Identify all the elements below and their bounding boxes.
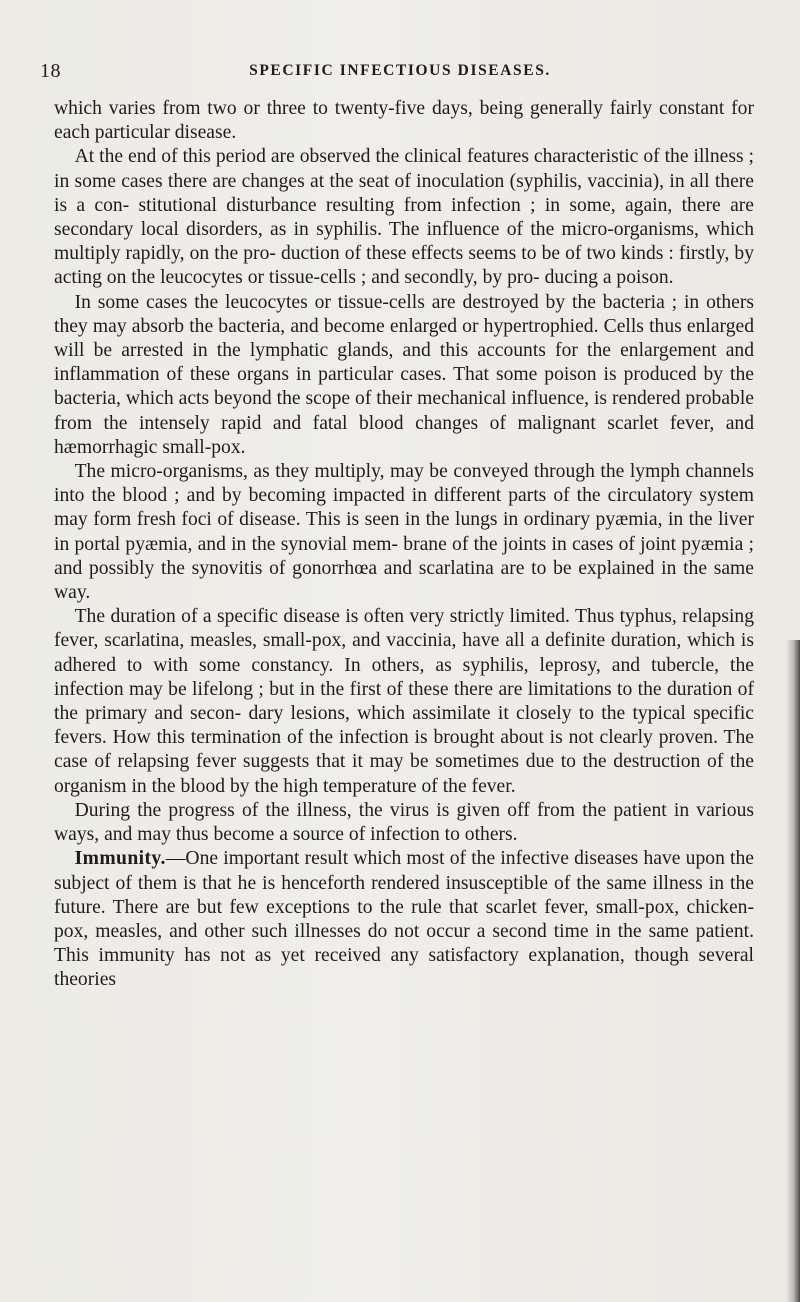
body-text — [54, 97, 754, 993]
immunity-heading: Immunity. — [74, 848, 166, 870]
paragraph-immunity — [54, 847, 754, 992]
paragraph-lymph-channels: The micro-organisms, as they multiply, may be conveyed through the lymph channels into the blood ; and by becoming impacted in different parts of the circulatory system may form fresh foci of disease. This is seen in the lungs in ordinary pyæmia, in the liver in portal pyæmia, and in the synovial mem- brane of the joints in cases of joint pyæmia ; and possibly the synovitis of gonorrhœa and scarlatina are to be explained in the same way. — [54, 461, 754, 604]
paragraph-leucocytes: In some cases the leucocytes or tissue-cells are destroyed by the bacteria ; in others they may absorb the bacteria, and become enlarged or hypertrophied. Cells thus enlarged will be arrested in the lymphatic glands, and this accounts for the enlargement and inflammation of these organs in particular cases. That some poison is produced by the bacteria, which acts beyond the scope of their mechanical influence, is rendered probable from the intensely rapid and fatal blood changes of malignant scarlet fever, and hæmorrhagic small-pox. — [54, 291, 754, 458]
page-number: 18 — [40, 60, 61, 82]
immunity-text: —One important result which most of the infective diseases have upon the subject of them is that he is henceforth rendered insusceptible of the same illness in the future. There are but few exceptions to the rule that scarlet fever, small-pox, chicken-pox, measles, and other such illnesses do not occur a second time in the same patient. This immunity has not as yet received any satisfactory explanation, though several theories — [54, 848, 754, 991]
paragraph-incubation-continued: which varies from two or three to twenty-five days, being generally fairly constant for each particular disease. — [54, 98, 754, 144]
paragraph-virus-given-off: During the progress of the illness, the virus is given off from the patient in various ways, and may thus become a source of infection to others. — [54, 799, 754, 846]
paragraph-duration: The duration of a specific disease is often very strictly limited. Thus typhus, relapsing fever, scarlatina, measles, small-pox, and vaccinia, have all a definite duration, which is adhered to with some constancy. In others, as syphilis, leprosy, and tubercle, the infection may be lifelong ; but in the first of these there are limitations to the duration of the primary and secon- dary lesions, which assimilate it closely to the typical specific fevers. How this termination of the infection is brought about is not clearly proven. The case of relapsing fever suggests that it may be sometimes due to the destruction of the organism in the blood by the high temperature of the fever. — [54, 606, 754, 797]
paragraph-clinical-features: At the end of this period are observed the clinical features characteristic of the illness ; in some cases there are changes at the seat of inoculation (syphilis, vaccinia), in all there is a con- stitutional disturbance resulting from infection ; in some, again, there are secondary local disorders, as in syphilis. The influence of the micro-organisms, which multiply rapidly, on the pro- duction of these effects seems to be of two kinds : firstly, by acting on the leucocytes or tissue-cells ; and secondly, by pro- ducing a poison. — [54, 146, 754, 289]
page-edge-shadow — [786, 640, 800, 1302]
running-head: SPECIFIC INFECTIOUS DISEASES. — [249, 62, 551, 79]
page-header — [0, 60, 800, 86]
